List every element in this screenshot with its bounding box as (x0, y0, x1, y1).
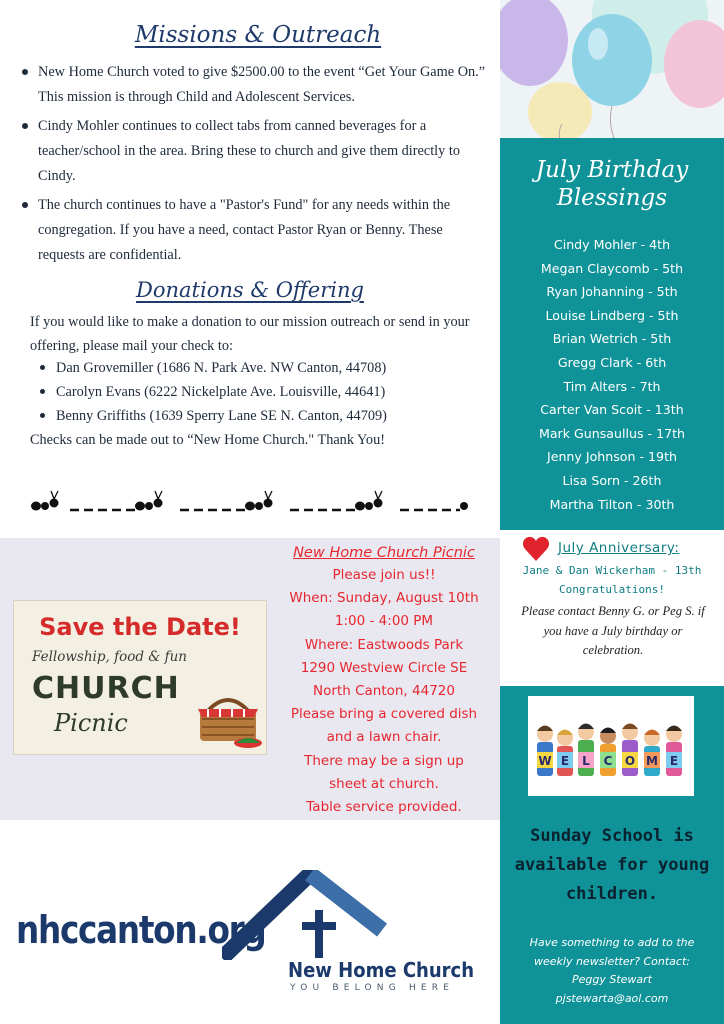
sunday-school-line: Sunday School is (530, 826, 694, 846)
picnic-line: Please bring a covered dish (290, 706, 478, 723)
contact-line: weekly newsletter? Contact: (533, 954, 690, 968)
welcome-letter: L (582, 754, 590, 768)
donations-intro: If you would like to make a donation to our mission outreach or send in your offering, please mail your check to: (30, 314, 470, 354)
picnic-basket-icon (190, 687, 266, 749)
sunday-school-line: children. (565, 884, 659, 904)
logo-name: New Home Church (288, 958, 475, 982)
list-item: The church continues to have a "Pastor's Fund" for any needs within the congregation. If you have a need, contact Pastor Ryan or Benny. These requests are confidential. (22, 193, 492, 268)
welcome-letter: W (538, 754, 552, 768)
list-item: Megan Claycomb - 5th (540, 260, 684, 276)
picnic-line: Please join us!! (332, 567, 436, 583)
picnic-title: New Home Church Picnic (293, 545, 475, 561)
list-item: Martha Tilton - 30th (549, 496, 675, 512)
contact-name: Peggy Stewart (571, 973, 652, 986)
birthday-title-line: July Birthday (535, 157, 689, 183)
church-logo (222, 870, 492, 1000)
list-item: Ryan Johanning - 5th (546, 284, 678, 300)
picnic-line: 1290 Westview Circle SE (300, 659, 468, 676)
list-item: Carolyn Evans (6222 Nickelplate Ave. Louisville, 44641) (40, 380, 480, 404)
picnic-line: 1:00 - 4:00 PM (334, 613, 434, 630)
welcome-letter: O (624, 754, 636, 768)
birthday-title-line: Blessings (556, 185, 668, 211)
contact-line: Have something to add to the (529, 936, 695, 949)
list-item: Gregg Clark - 6th (557, 354, 667, 370)
contact-email[interactable]: pjstewarta@aol.com (555, 991, 669, 1005)
save-the-date-church: CHURCH (32, 671, 180, 706)
picnic-line: There may be a sign up (304, 752, 464, 769)
missions-list (22, 60, 492, 268)
list-item: Tim Alters - 7th (563, 378, 661, 394)
list-item: Brian Wetrich - 5th (552, 331, 672, 347)
logo-tagline: YOU BELONG HERE (290, 983, 455, 993)
anniversary-note: Please contact Benny G. or Peg S. if you have a July birthday or celebration. (521, 604, 705, 657)
donations-title: Donations & Offering (136, 278, 364, 302)
picnic-line: North Canton, 44720 (313, 683, 455, 700)
missions-title: Missions & Outreach (134, 22, 382, 48)
save-the-date-tagline: Fellowship, food & fun (32, 649, 187, 665)
picnic-line: sheet at church. (329, 775, 439, 792)
list-item: Cindy Mohler continues to collect tabs from canned beverages for a teacher/school in the area. Bring these to church and give them directly to Cindy. (22, 114, 492, 189)
newsletter-contact (510, 934, 714, 1008)
birthday-list (500, 233, 724, 516)
save-the-date-graphic (13, 600, 267, 755)
picnic-line: Where: Eastwoods Park (304, 636, 464, 653)
picnic-line: When: Sunday, August 10th (289, 590, 479, 607)
list-item: Louise Lindberg - 5th (545, 307, 679, 323)
ants-divider-icon (30, 486, 470, 516)
welcome-kids-icon (528, 696, 694, 796)
list-item: Cindy Mohler - 4th (553, 237, 671, 252)
house-cross-icon (222, 870, 492, 960)
list-item: Mark Gunsaullus - 17th (538, 425, 686, 441)
list-item: Carter Van Scoit - 13th (540, 402, 684, 418)
welcome-letter: E (669, 754, 679, 768)
picnic-line: and a lawn chair. (326, 729, 442, 746)
list-item: Lisa Sorn - 26th (562, 472, 662, 488)
sunday-school-note (500, 822, 724, 909)
birthday-title (500, 156, 724, 212)
list-item: New Home Church voted to give $2500.00 to the event “Get Your Game On.” This mission is through Child and Adolescent Services. (22, 60, 492, 110)
anniversary-title: July Anniversary: (558, 540, 680, 556)
sunday-school-line: available for young (514, 855, 710, 875)
address-list (40, 356, 480, 428)
checks-note: Checks can be made out to “New Home Church." Thank You! (30, 432, 385, 448)
list-item: Jenny Johnson - 19th (546, 449, 677, 465)
list-item: Dan Grovemiller (1686 N. Park Ave. NW Canton, 44708) (40, 356, 480, 380)
balloons-icon (500, 0, 724, 138)
heart-icon (522, 536, 550, 562)
save-the-date-picnic: Picnic (54, 709, 128, 737)
picnic-details (270, 542, 498, 819)
save-the-date-title: Save the Date! (39, 613, 241, 641)
list-item: Benny Griffiths (1639 Sperry Lane SE N. Canton, 44709) (40, 404, 480, 428)
welcome-letter: M (646, 754, 658, 768)
welcome-letter: E (560, 754, 570, 768)
anniversary-couple: Jane & Dan Wickerham - 13th (522, 564, 702, 577)
welcome-letter: C (603, 754, 613, 768)
website-url[interactable]: nhccanton.org (16, 908, 266, 952)
picnic-line: Table service provided. (306, 799, 462, 816)
anniversary-congrats: Congratulations! (559, 583, 665, 596)
